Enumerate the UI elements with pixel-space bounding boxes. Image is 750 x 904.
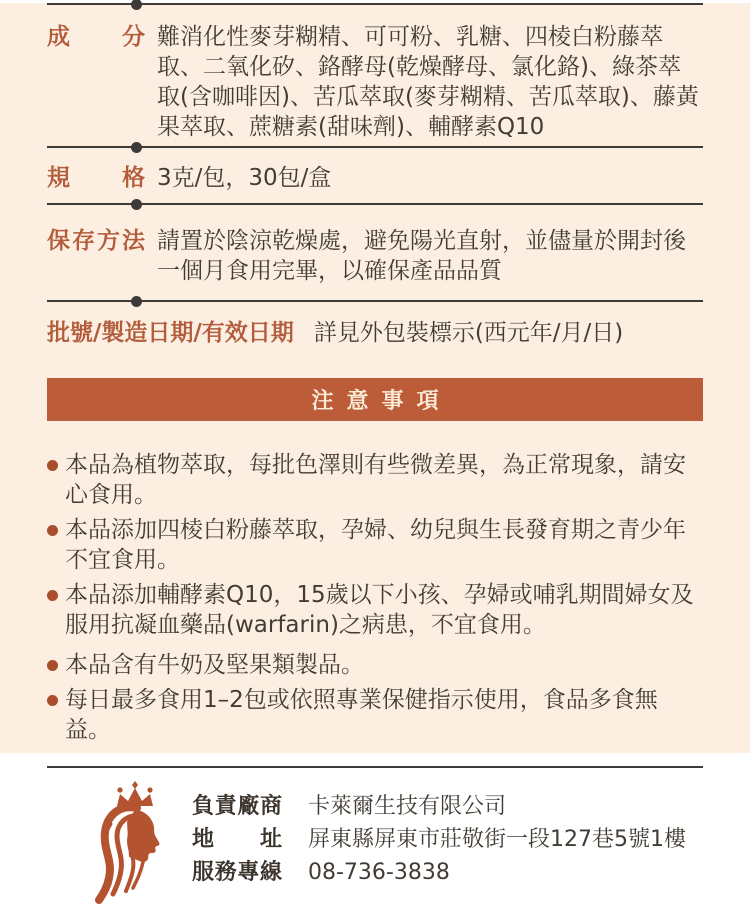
notice-item	[47, 685, 703, 745]
manufacturer-row	[192, 790, 686, 823]
brand-logo	[85, 782, 165, 882]
manufacturer-name: 卡萊爾生技有限公司	[308, 794, 507, 819]
crown-woman-logo-icon	[85, 782, 165, 900]
notice-banner	[47, 378, 703, 421]
notice-item	[47, 450, 703, 510]
ingredients-row	[47, 22, 703, 142]
notice-item-text: 本品含有牛奶及堅果類製品。	[65, 652, 364, 678]
section-divider	[47, 300, 703, 302]
manufacturer-rows	[192, 782, 686, 889]
storage-value: 請置於陰涼乾燥處，避免陽光直射，並儘量於開封後一個月食用完畢，以確保產品品質	[157, 228, 686, 284]
manufacturer-label: 負責廠商	[192, 794, 282, 819]
batch-date-value: 詳見外包裝標示(西元年/月/日)	[313, 320, 624, 346]
section-divider	[47, 146, 703, 148]
notice-list	[47, 450, 703, 745]
notice-item	[47, 650, 703, 680]
notice-item	[47, 580, 703, 640]
notice-item	[47, 515, 703, 575]
ingredients-label: 成分	[47, 24, 145, 50]
notice-item-text: 每日最多食用1–2包或依照專業保健指示使用，食品多食無益。	[65, 687, 658, 743]
product-info-page	[0, 3, 750, 885]
spec-value: 3克/包，30包/盒	[157, 165, 332, 191]
address-value: 屏東縣屏東市莊敬街一段127巷5號1樓	[308, 827, 686, 852]
service-phone-value: 08-736-3838	[308, 860, 450, 885]
section-divider	[47, 203, 703, 205]
divider-dot	[131, 0, 142, 10]
bullet-dot-icon	[47, 660, 58, 671]
ingredients-value: 難消化性麥芽糊精、可可粉、乳糖、四棱白粉藤萃取、二氧化矽、鉻酵母(乾燥酵母、氯化鉻)、綠茶萃取(含咖啡因)、苦瓜萃取(麥芽糊精、苦瓜萃取)、藤黃果萃取、蔗糖素(甜味劑)、輔酵素Q10	[157, 24, 699, 140]
notice-item-text: 本品為植物萃取，每批色澤則有些微差異，為正常現象，請安心食用。	[65, 452, 686, 508]
divider-dot	[131, 199, 142, 210]
batch-date-row	[47, 318, 703, 348]
service-phone-row	[192, 856, 686, 889]
page-content	[0, 3, 750, 889]
bullet-dot-icon	[47, 590, 58, 601]
divider-dot	[131, 296, 142, 307]
bullet-dot-icon	[47, 460, 58, 471]
service-phone-label: 服務專線	[192, 860, 282, 885]
notice-item-text: 本品添加輔酵素Q10，15歲以下小孩、孕婦或哺乳期間婦女及服用抗凝血藥品(warfarin)之病患，不宜食用。	[65, 582, 694, 638]
bullet-dot-icon	[47, 525, 58, 536]
spec-row	[47, 163, 703, 193]
footer-divider	[47, 766, 703, 768]
notice-banner-title: 注意事項	[311, 389, 452, 414]
bullet-dot-icon	[47, 695, 58, 706]
notice-item-text: 本品添加四棱白粉藤萃取，孕婦、幼兒與生長發育期之青少年不宜食用。	[65, 517, 686, 573]
manufacturer-footer	[47, 782, 703, 889]
storage-row	[47, 226, 703, 286]
divider-dot	[131, 142, 142, 153]
address-label: 地址	[192, 827, 282, 852]
section-divider	[47, 3, 703, 5]
storage-label: 保存方法	[47, 228, 145, 254]
batch-date-label: 批號/製造日期/有效日期	[47, 320, 294, 346]
spec-label: 規格	[47, 165, 145, 191]
address-row	[192, 823, 686, 856]
